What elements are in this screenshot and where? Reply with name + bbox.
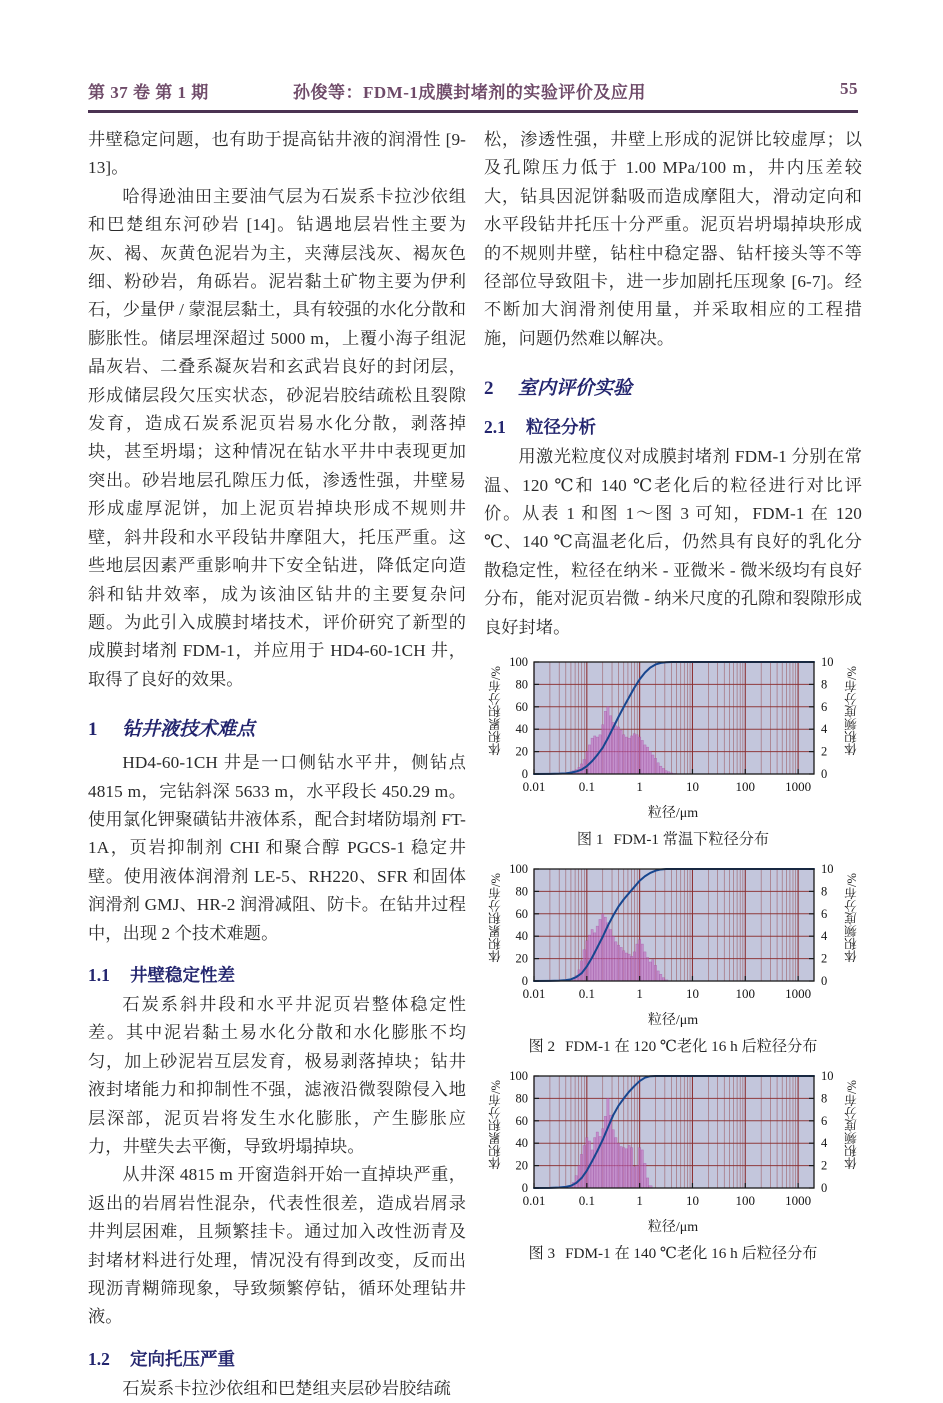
svg-text:20: 20 (515, 951, 528, 966)
chart-2 (484, 859, 862, 1031)
svg-text:0: 0 (821, 767, 828, 782)
chart-1-ylabel-right: 体积频度分布/% (845, 666, 859, 756)
svg-text:0: 0 (821, 974, 828, 989)
figure-2-caption (484, 1035, 862, 1056)
svg-text:100: 100 (509, 862, 528, 877)
paragraph-particle-size: 用激光粒度仪对成膜封堵剂 FDM-1 分别在常温、120 ℃和 140 ℃老化后的粒径进行对比评价。从表 1 和图 1～图 3 可知，FDM-1 在 120 ℃、140 ℃高温老化后，仍然具有良好的乳化分散稳定性，粒径在纳米 - 亚微米 - 微米级均有良好分布，能对泥页岩微 - 纳米尺度的孔隙和裂隙形成良好封堵。 (484, 447, 862, 637)
svg-text:6: 6 (821, 906, 828, 921)
figure-3 (484, 1066, 862, 1263)
svg-text:40: 40 (515, 929, 528, 944)
subsection-heading-1-1 (88, 962, 466, 987)
svg-text:1000: 1000 (785, 1193, 812, 1209)
svg-text:100: 100 (735, 986, 756, 1002)
svg-text:10: 10 (685, 986, 699, 1002)
svg-text:100: 100 (735, 779, 756, 795)
figure-1-label: 图 1 (576, 831, 604, 849)
right-column (484, 126, 862, 1263)
svg-text:0.01: 0.01 (522, 986, 546, 1002)
svg-text:60: 60 (515, 1113, 528, 1128)
svg-text:1: 1 (636, 1193, 643, 1209)
svg-text:1: 1 (636, 779, 643, 795)
svg-text:4: 4 (821, 722, 828, 737)
svg-text:8: 8 (821, 884, 828, 899)
chart-1-xlabel: 粒径/μm (647, 806, 699, 822)
paragraph-wall-stability-2: 从井深 4815 m 开窗造斜开始一直掉块严重，返出的岩屑岩性混杂，代表性很差，造成岩屑录井判层困难，且频繁挂卡。通过加入改性沥青及封堵材料进行处理，情况没有得到改变，反而出现沥青糊筛现象，导致频繁停钻，循环处理钻井液。 (88, 1165, 466, 1327)
paragraph-geology: 哈得逊油田主要油气层为石炭系卡拉沙依组和巴楚组东河砂岩 [14]。钻遇地层岩性主要为灰、褐、灰黄色泥岩为主，夹薄层浅灰、褐灰色细、粉砂岩，角砾岩。泥岩黏土矿物主要为伊利石，少量伊 / 蒙混层黏土，具有较强的水化分散和膨胀性。储层埋深超过 5000 m，上覆小海子组泥晶灰岩、二叠系凝灰岩和玄武岩良好的封闭层，形成储层段欠压实状态，砂泥岩胶结疏松且裂隙发育，造成石炭系泥页岩易水化分散，剥落掉块，甚至坍塌；这种情况在钻水平井中表现更加突出。砂岩地层孔隙压力低，渗透性强，井壁易形成虚厚泥饼，加上泥页岩掉块形成不规则井壁，斜井段和水平段钻井摩阻大，托压严重。这些地层因素严重影响井下安全钻进，降低定向造斜和钻井效率，成为该油区钻井的主要复杂问题。为此引入成膜封堵技术，评价研究了新型的成膜封堵剂 FDM-1，并应用于 HD4-60-1CH 井，取得了良好的效果。 (88, 186, 466, 689)
figure-2 (484, 859, 862, 1056)
section-number-1: 1 (88, 719, 98, 741)
svg-text:10: 10 (685, 1193, 699, 1209)
chart-3-ylabel-left: 体积累积分布/% (489, 1080, 503, 1170)
subsection-number-1-2: 1.2 (88, 1348, 110, 1369)
figure-1-caption (484, 828, 862, 849)
svg-text:1: 1 (636, 986, 643, 1002)
svg-text:0.01: 0.01 (522, 1193, 546, 1209)
running-head (88, 78, 858, 112)
chart-2-ylabel-right: 体积频度分布/% (845, 873, 859, 963)
svg-text:10: 10 (821, 862, 834, 877)
chart-3-xlabel: 粒径/μm (647, 1220, 699, 1236)
paragraph-tieback-continued: 松，渗透性强，井壁上形成的泥饼比较虚厚；以及孔隙压力低于 1.00 MPa/100 m，井内压差较大，钻具因泥饼黏吸而造成摩阻大，滑动定向和水平段钻井托压十分严重。泥页岩坍塌掉块形成的不规则井壁，钻柱中稳定器、钻杆接头等不等径部位导致阻卡，进一步加剧托压现象 [6-7]。经不断加大润滑剂使用量，并采取相应的工程措施，问题仍然难以解决。 (484, 130, 862, 348)
subsection-title-2-1: 粒径分析 (526, 417, 596, 438)
svg-text:60: 60 (515, 699, 528, 714)
svg-text:2: 2 (821, 951, 828, 966)
subsection-title-1-2: 定向托压严重 (130, 1348, 235, 1369)
svg-text:100: 100 (509, 1069, 528, 1084)
svg-text:0: 0 (821, 1181, 828, 1196)
svg-text:0.01: 0.01 (522, 779, 546, 795)
subsection-number-1-1: 1.1 (88, 964, 110, 985)
chart-3 (484, 1066, 862, 1238)
figure-3-caption (484, 1242, 862, 1263)
svg-text:1000: 1000 (785, 986, 812, 1002)
figure-2-text: FDM-1 在 120 ℃老化 16 h 后粒径分布 (565, 1038, 818, 1056)
svg-text:8: 8 (821, 677, 828, 692)
svg-text:8: 8 (821, 1091, 828, 1106)
chart-2-plot (484, 859, 862, 1031)
svg-text:10: 10 (821, 1069, 834, 1084)
svg-text:80: 80 (515, 884, 528, 899)
paragraph-well-info: HD4-60-1CH 井是一口侧钻水平井，侧钻点 4815 m，完钻斜深 5633 m，水平段长 450.29 m。使用氯化钾聚磺钻井液体系，配合封堵防塌剂 FT-1A，页岩抑制剂 CHI 和聚合醇 PGCS-1 稳定井壁。使用液体润滑剂 LE-5、RH220、SFR 和固体润滑剂 GMJ、HR-2 润滑减阻、防卡。在钻井过程中，出现 2 个技术难题。 (88, 753, 466, 943)
figure-1 (484, 652, 862, 849)
figure-1-text: FDM-1 常温下粒径分布 (613, 831, 770, 849)
paragraph-continued: 井壁稳定问题，也有助于提高钻井液的润滑性 [9-13]。 (88, 130, 466, 178)
header-rule (88, 110, 858, 113)
figure-3-text: FDM-1 在 140 ℃老化 16 h 后粒径分布 (565, 1245, 818, 1263)
running-title: 孙俊等：FDM-1成膜封堵剂的实验评价及应用 (293, 83, 646, 102)
svg-text:100: 100 (735, 1193, 756, 1209)
subsection-heading-1-2 (88, 1346, 466, 1371)
subsection-number-2-1: 2.1 (484, 417, 506, 438)
chart-2-ylabel-left: 体积累积分布/% (489, 873, 503, 963)
subsection-heading-2-1 (484, 414, 862, 439)
svg-text:6: 6 (821, 1113, 828, 1128)
section-heading-1 (88, 714, 466, 741)
volume-issue: 第 37 卷 第 1 期 (88, 83, 209, 102)
svg-text:60: 60 (515, 906, 528, 921)
section-number-2: 2 (484, 378, 494, 400)
svg-text:0: 0 (521, 974, 528, 989)
svg-text:2: 2 (821, 1158, 828, 1173)
svg-text:4: 4 (821, 929, 828, 944)
paragraph-tieback-pressure: 石炭系卡拉沙依组和巴楚组夹层砂岩胶结疏 (122, 1378, 451, 1398)
figure-3-label: 图 3 (528, 1245, 556, 1263)
page-number: 55 (840, 79, 858, 98)
svg-text:0.1: 0.1 (578, 986, 595, 1002)
svg-text:20: 20 (515, 744, 528, 759)
svg-text:80: 80 (515, 677, 528, 692)
svg-text:100: 100 (509, 655, 528, 670)
svg-text:4: 4 (821, 1136, 828, 1151)
section-heading-2 (484, 373, 862, 400)
chart-2-xlabel: 粒径/μm (647, 1013, 699, 1029)
svg-text:0: 0 (521, 767, 528, 782)
svg-text:0.1: 0.1 (578, 779, 595, 795)
chart-1 (484, 652, 862, 824)
chart-3-ylabel-right: 体积频度分布/% (845, 1080, 859, 1170)
left-column (88, 126, 466, 1403)
subsection-title-1-1: 井壁稳定性差 (130, 964, 235, 985)
svg-text:20: 20 (515, 1158, 528, 1173)
svg-text:2: 2 (821, 744, 828, 759)
chart-1-plot (484, 652, 862, 824)
chart-1-ylabel-left: 体积累积分布/% (489, 666, 503, 756)
svg-text:10: 10 (685, 779, 699, 795)
svg-text:6: 6 (821, 699, 828, 714)
figure-2-label: 图 2 (528, 1038, 556, 1056)
svg-text:40: 40 (515, 1136, 528, 1151)
svg-text:0.1: 0.1 (578, 1193, 595, 1209)
svg-text:80: 80 (515, 1091, 528, 1106)
svg-text:1000: 1000 (785, 779, 812, 795)
section-title-1: 钻井液技术难点 (122, 719, 256, 741)
section-title-2: 室内评价实验 (518, 378, 633, 400)
chart-3-plot (484, 1066, 862, 1238)
paragraph-wall-stability-1: 石炭系斜井段和水平井泥页岩整体稳定性差。其中泥岩黏土易水化分散和水化膨胀不均匀，加上砂泥岩互层发育，极易剥落掉块；钻井液封堵能力和抑制性不强，滤液沿微裂隙侵入地层深部，泥页岩将发生水化膨胀，产生膨胀应力，井壁失去平衡，导致坍塌掉块。 (88, 994, 466, 1156)
svg-text:10: 10 (821, 655, 834, 670)
svg-text:0: 0 (521, 1181, 528, 1196)
svg-text:40: 40 (515, 722, 528, 737)
